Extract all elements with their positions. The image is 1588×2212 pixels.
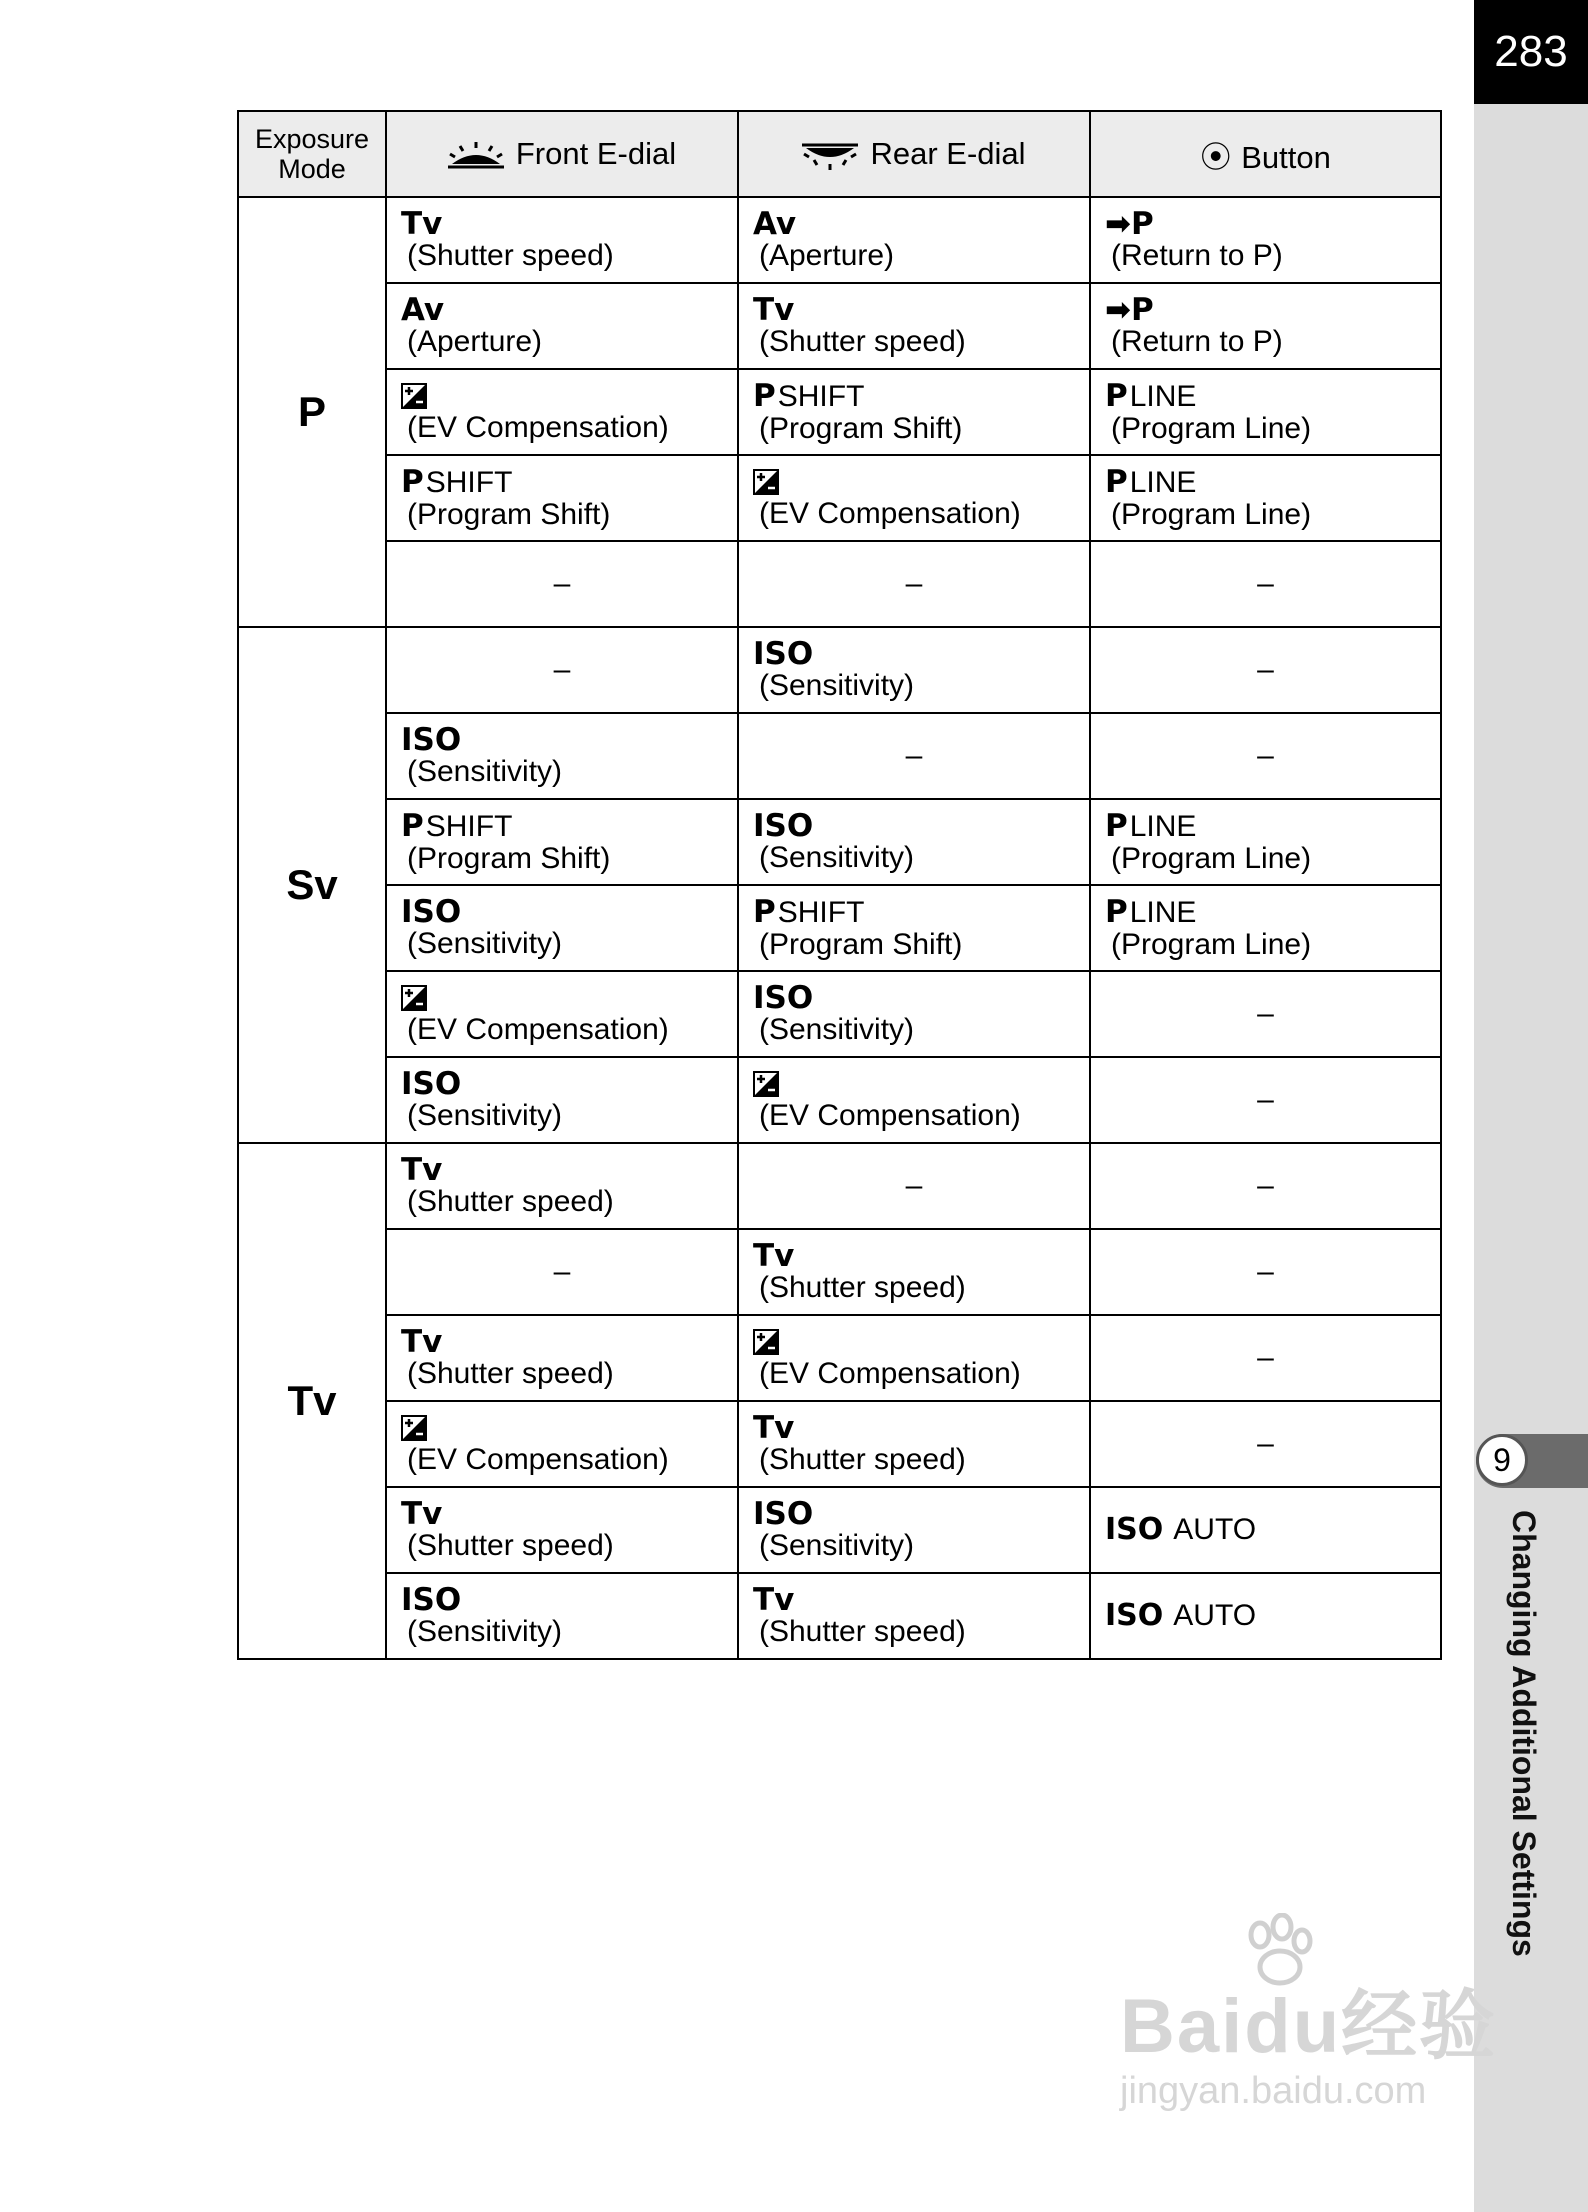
setting-cell <box>386 799 738 885</box>
setting-symbol <box>401 807 737 844</box>
table-row <box>238 799 1441 885</box>
setting-cell <box>386 1487 738 1573</box>
setting-symbol <box>753 208 1089 240</box>
setting-cell <box>386 1315 738 1401</box>
mode-tv: Tv <box>238 1143 386 1659</box>
symbol-text: Tv <box>753 1410 795 1446</box>
setting-description: (Program Shift) <box>407 841 611 875</box>
table-row <box>238 1315 1441 1401</box>
symbol-text: P <box>753 893 776 930</box>
ev-symbol <box>401 982 737 1014</box>
setting-description: (Return to P) <box>1111 325 1283 358</box>
setting-description: (Aperture) <box>759 239 895 272</box>
empty-cell: – <box>738 713 1090 799</box>
watermark-brand: Baidu经验 <box>1120 1984 1498 2069</box>
rear-dial-icon <box>802 142 858 170</box>
symbol-suffix: LINE <box>1129 465 1197 499</box>
setting-cell <box>1090 885 1441 971</box>
empty-cell: – <box>1090 971 1441 1057</box>
table-row <box>238 971 1441 1057</box>
symbol-text: Tv <box>753 292 795 328</box>
header-button <box>1090 111 1441 197</box>
setting-cell <box>738 1573 1090 1659</box>
setting-description: (Shutter speed) <box>759 325 966 358</box>
setting-cell <box>738 1057 1090 1143</box>
table-row <box>238 369 1441 455</box>
ev-symbol <box>753 1326 1089 1358</box>
symbol-text: ISO <box>753 636 814 672</box>
setting-cell <box>386 1057 738 1143</box>
table-row <box>238 1229 1441 1315</box>
setting-symbol <box>753 638 1089 670</box>
empty-cell: – <box>1090 1229 1441 1315</box>
setting-description: (Program Shift) <box>407 497 611 531</box>
ev-compensation-icon <box>753 1071 779 1097</box>
setting-cell <box>1090 197 1441 283</box>
empty-cell: – <box>1090 713 1441 799</box>
setting-description: (Sensitivity) <box>407 927 563 960</box>
setting-cell <box>386 885 738 971</box>
setting-symbol <box>753 377 1089 414</box>
header-exposure-mode <box>238 111 386 197</box>
ev-symbol <box>753 1068 1089 1100</box>
page-number: 283 <box>1474 0 1588 104</box>
setting-description: (EV Compensation) <box>407 1013 669 1046</box>
symbol-text: Tv <box>401 1324 443 1360</box>
setting-symbol <box>1105 294 1440 326</box>
empty-cell: – <box>738 1143 1090 1229</box>
mode-p: P <box>238 197 386 627</box>
setting-symbol <box>753 1412 1089 1444</box>
empty-cell: – <box>1090 1143 1441 1229</box>
symbol-suffix: SHIFT <box>777 379 865 413</box>
symbol-suffix: SHIFT <box>425 465 513 499</box>
symbol-text: P <box>1105 463 1128 500</box>
symbol-text: ISO <box>753 808 814 844</box>
setting-description: (Shutter speed) <box>407 1185 614 1218</box>
table-row <box>238 1057 1441 1143</box>
setting-description: (Program Line) <box>1111 497 1312 531</box>
setting-description: (Shutter speed) <box>759 1443 966 1476</box>
setting-description: (Aperture) <box>407 325 543 358</box>
setting-cell <box>1090 455 1441 541</box>
symbol-text: ISO <box>401 722 462 758</box>
setting-description: (Program Shift) <box>759 411 963 445</box>
setting-symbol <box>753 1584 1089 1616</box>
setting-cell <box>738 1401 1090 1487</box>
symbol-text: P <box>1105 377 1128 414</box>
header-front-dial <box>386 111 738 197</box>
setting-description: (Sensitivity) <box>759 1529 915 1562</box>
setting-description: (Sensitivity) <box>407 1099 563 1132</box>
setting-cell <box>386 1573 738 1659</box>
empty-cell: – <box>386 1229 738 1315</box>
chapter-number: 9 <box>1476 1434 1528 1486</box>
header-button-label: Button <box>1241 139 1331 175</box>
exposure-dial-table <box>237 110 1442 1660</box>
setting-description: (EV Compensation) <box>759 497 1021 530</box>
symbol-text: ISO <box>753 980 814 1016</box>
setting-cell <box>738 971 1090 1057</box>
setting-cell <box>738 799 1090 885</box>
setting-description: (EV Compensation) <box>759 1099 1021 1132</box>
setting-symbol <box>401 724 737 756</box>
setting-symbol <box>401 896 737 928</box>
table-row <box>238 283 1441 369</box>
setting-symbol <box>753 893 1089 930</box>
setting-symbol <box>1105 208 1440 240</box>
watermark <box>1120 1965 1500 2155</box>
table-row <box>238 627 1441 713</box>
table-row <box>238 1401 1441 1487</box>
paw-icon <box>1238 1913 1318 1993</box>
iso-auto-cell <box>1090 1573 1441 1659</box>
setting-symbol <box>401 208 737 240</box>
setting-symbol <box>401 1068 737 1100</box>
iso-auto <box>1105 1513 1256 1546</box>
symbol-text: P <box>401 807 424 844</box>
setting-description: (Program Line) <box>1111 927 1312 961</box>
iso-auto <box>1105 1599 1256 1632</box>
empty-cell: – <box>1090 1057 1441 1143</box>
table-row <box>238 885 1441 971</box>
empty-cell: – <box>1090 1315 1441 1401</box>
setting-description: (Shutter speed) <box>407 1357 614 1390</box>
symbol-text: P <box>1105 893 1128 930</box>
ev-compensation-icon <box>753 469 779 495</box>
setting-symbol <box>753 982 1089 1014</box>
setting-cell <box>386 455 738 541</box>
header-row <box>238 111 1441 197</box>
setting-description: (EV Compensation) <box>407 1443 669 1476</box>
setting-symbol <box>1105 807 1440 844</box>
symbol-text: ISO <box>401 894 462 930</box>
setting-symbol <box>1105 463 1440 500</box>
setting-cell <box>738 369 1090 455</box>
table-row <box>238 1573 1441 1659</box>
symbol-suffix: LINE <box>1129 809 1197 843</box>
setting-cell <box>738 197 1090 283</box>
setting-description: (Program Line) <box>1111 411 1312 445</box>
symbol-text: Tv <box>401 1496 443 1532</box>
symbol-suffix: SHIFT <box>425 809 513 843</box>
ev-symbol <box>753 466 1089 498</box>
symbol-text: ➡P <box>1105 292 1154 328</box>
auto-label: AUTO <box>1173 1599 1257 1632</box>
header-mode-line2: Mode <box>278 154 346 184</box>
iso-auto-cell <box>1090 1487 1441 1573</box>
symbol-suffix: LINE <box>1129 379 1197 413</box>
symbol-suffix: SHIFT <box>777 895 865 929</box>
setting-description: (Shutter speed) <box>407 1529 614 1562</box>
setting-cell <box>1090 283 1441 369</box>
setting-cell <box>386 971 738 1057</box>
button-icon: ⦿ <box>1200 139 1232 175</box>
setting-symbol <box>401 1154 737 1186</box>
symbol-text: ➡P <box>1105 206 1154 242</box>
setting-symbol <box>1105 377 1440 414</box>
setting-symbol <box>401 1584 737 1616</box>
header-mode-line1: Exposure <box>254 124 370 154</box>
setting-cell <box>738 627 1090 713</box>
header-rear-dial <box>738 111 1090 197</box>
setting-cell <box>1090 369 1441 455</box>
empty-cell: – <box>1090 1401 1441 1487</box>
setting-description: (Program Shift) <box>759 927 963 961</box>
symbol-text: P <box>1105 807 1128 844</box>
iso-symbol: ISO <box>1105 1598 1164 1633</box>
table-row <box>238 455 1441 541</box>
setting-symbol <box>753 1498 1089 1530</box>
ev-compensation-icon <box>753 1329 779 1355</box>
symbol-text: Tv <box>753 1238 795 1274</box>
symbol-text: P <box>401 463 424 500</box>
ev-compensation-icon <box>401 985 427 1011</box>
setting-description: (Return to P) <box>1111 239 1283 272</box>
setting-symbol <box>401 463 737 500</box>
ev-symbol <box>401 380 737 412</box>
symbol-text: Tv <box>401 1152 443 1188</box>
setting-description: (Shutter speed) <box>407 239 614 272</box>
table-row <box>238 713 1441 799</box>
empty-cell: – <box>1090 541 1441 627</box>
front-dial-icon <box>448 142 504 170</box>
empty-cell: – <box>1090 627 1441 713</box>
symbol-suffix: LINE <box>1129 895 1197 929</box>
watermark-url: jingyan.baidu.com <box>1120 2070 1427 2112</box>
setting-description: (EV Compensation) <box>407 411 669 444</box>
setting-cell <box>1090 799 1441 885</box>
header-rear-label: Rear E-dial <box>870 136 1026 171</box>
setting-cell <box>738 1229 1090 1315</box>
setting-cell <box>386 197 738 283</box>
symbol-text: Tv <box>753 1582 795 1618</box>
table-body <box>238 197 1441 1659</box>
ev-compensation-icon <box>401 383 427 409</box>
chapter-title: Changing Additional Settings <box>1506 1510 1542 1957</box>
setting-cell <box>386 713 738 799</box>
symbol-text: ISO <box>401 1582 462 1618</box>
setting-description: (Sensitivity) <box>759 1013 915 1046</box>
setting-cell <box>738 283 1090 369</box>
iso-symbol: ISO <box>1105 1512 1164 1547</box>
setting-cell <box>738 1487 1090 1573</box>
setting-symbol <box>401 1498 737 1530</box>
setting-description: (Sensitivity) <box>759 669 915 702</box>
setting-description: (Sensitivity) <box>407 755 563 788</box>
setting-cell <box>738 1315 1090 1401</box>
empty-cell: – <box>738 541 1090 627</box>
symbol-text: ISO <box>401 1066 462 1102</box>
setting-cell <box>386 369 738 455</box>
table-row <box>238 1143 1441 1229</box>
symbol-text: ISO <box>753 1496 814 1532</box>
mode-sv: Sv <box>238 627 386 1143</box>
symbol-text: P <box>753 377 776 414</box>
setting-cell <box>738 455 1090 541</box>
setting-cell <box>386 283 738 369</box>
setting-description: (Shutter speed) <box>759 1615 966 1648</box>
setting-symbol <box>401 294 737 326</box>
table-row <box>238 541 1441 627</box>
setting-description: (Sensitivity) <box>759 841 915 874</box>
table-row <box>238 197 1441 283</box>
ev-compensation-icon <box>401 1415 427 1441</box>
symbol-text: Av <box>753 206 797 242</box>
auto-label: AUTO <box>1173 1513 1257 1546</box>
setting-cell <box>386 1143 738 1229</box>
setting-cell <box>738 885 1090 971</box>
table-row <box>238 1487 1441 1573</box>
setting-description: (Sensitivity) <box>407 1615 563 1648</box>
setting-symbol <box>753 810 1089 842</box>
symbol-text: Av <box>401 292 445 328</box>
header-front-label: Front E-dial <box>515 136 677 171</box>
setting-symbol <box>1105 893 1440 930</box>
symbol-text: Tv <box>401 206 443 242</box>
empty-cell: – <box>386 627 738 713</box>
setting-symbol <box>753 294 1089 326</box>
setting-description: (EV Compensation) <box>759 1357 1021 1390</box>
empty-cell: – <box>386 541 738 627</box>
setting-cell <box>386 1401 738 1487</box>
setting-symbol <box>401 1326 737 1358</box>
ev-symbol <box>401 1412 737 1444</box>
setting-description: (Shutter speed) <box>759 1271 966 1304</box>
setting-symbol <box>753 1240 1089 1272</box>
setting-description: (Program Line) <box>1111 841 1312 875</box>
